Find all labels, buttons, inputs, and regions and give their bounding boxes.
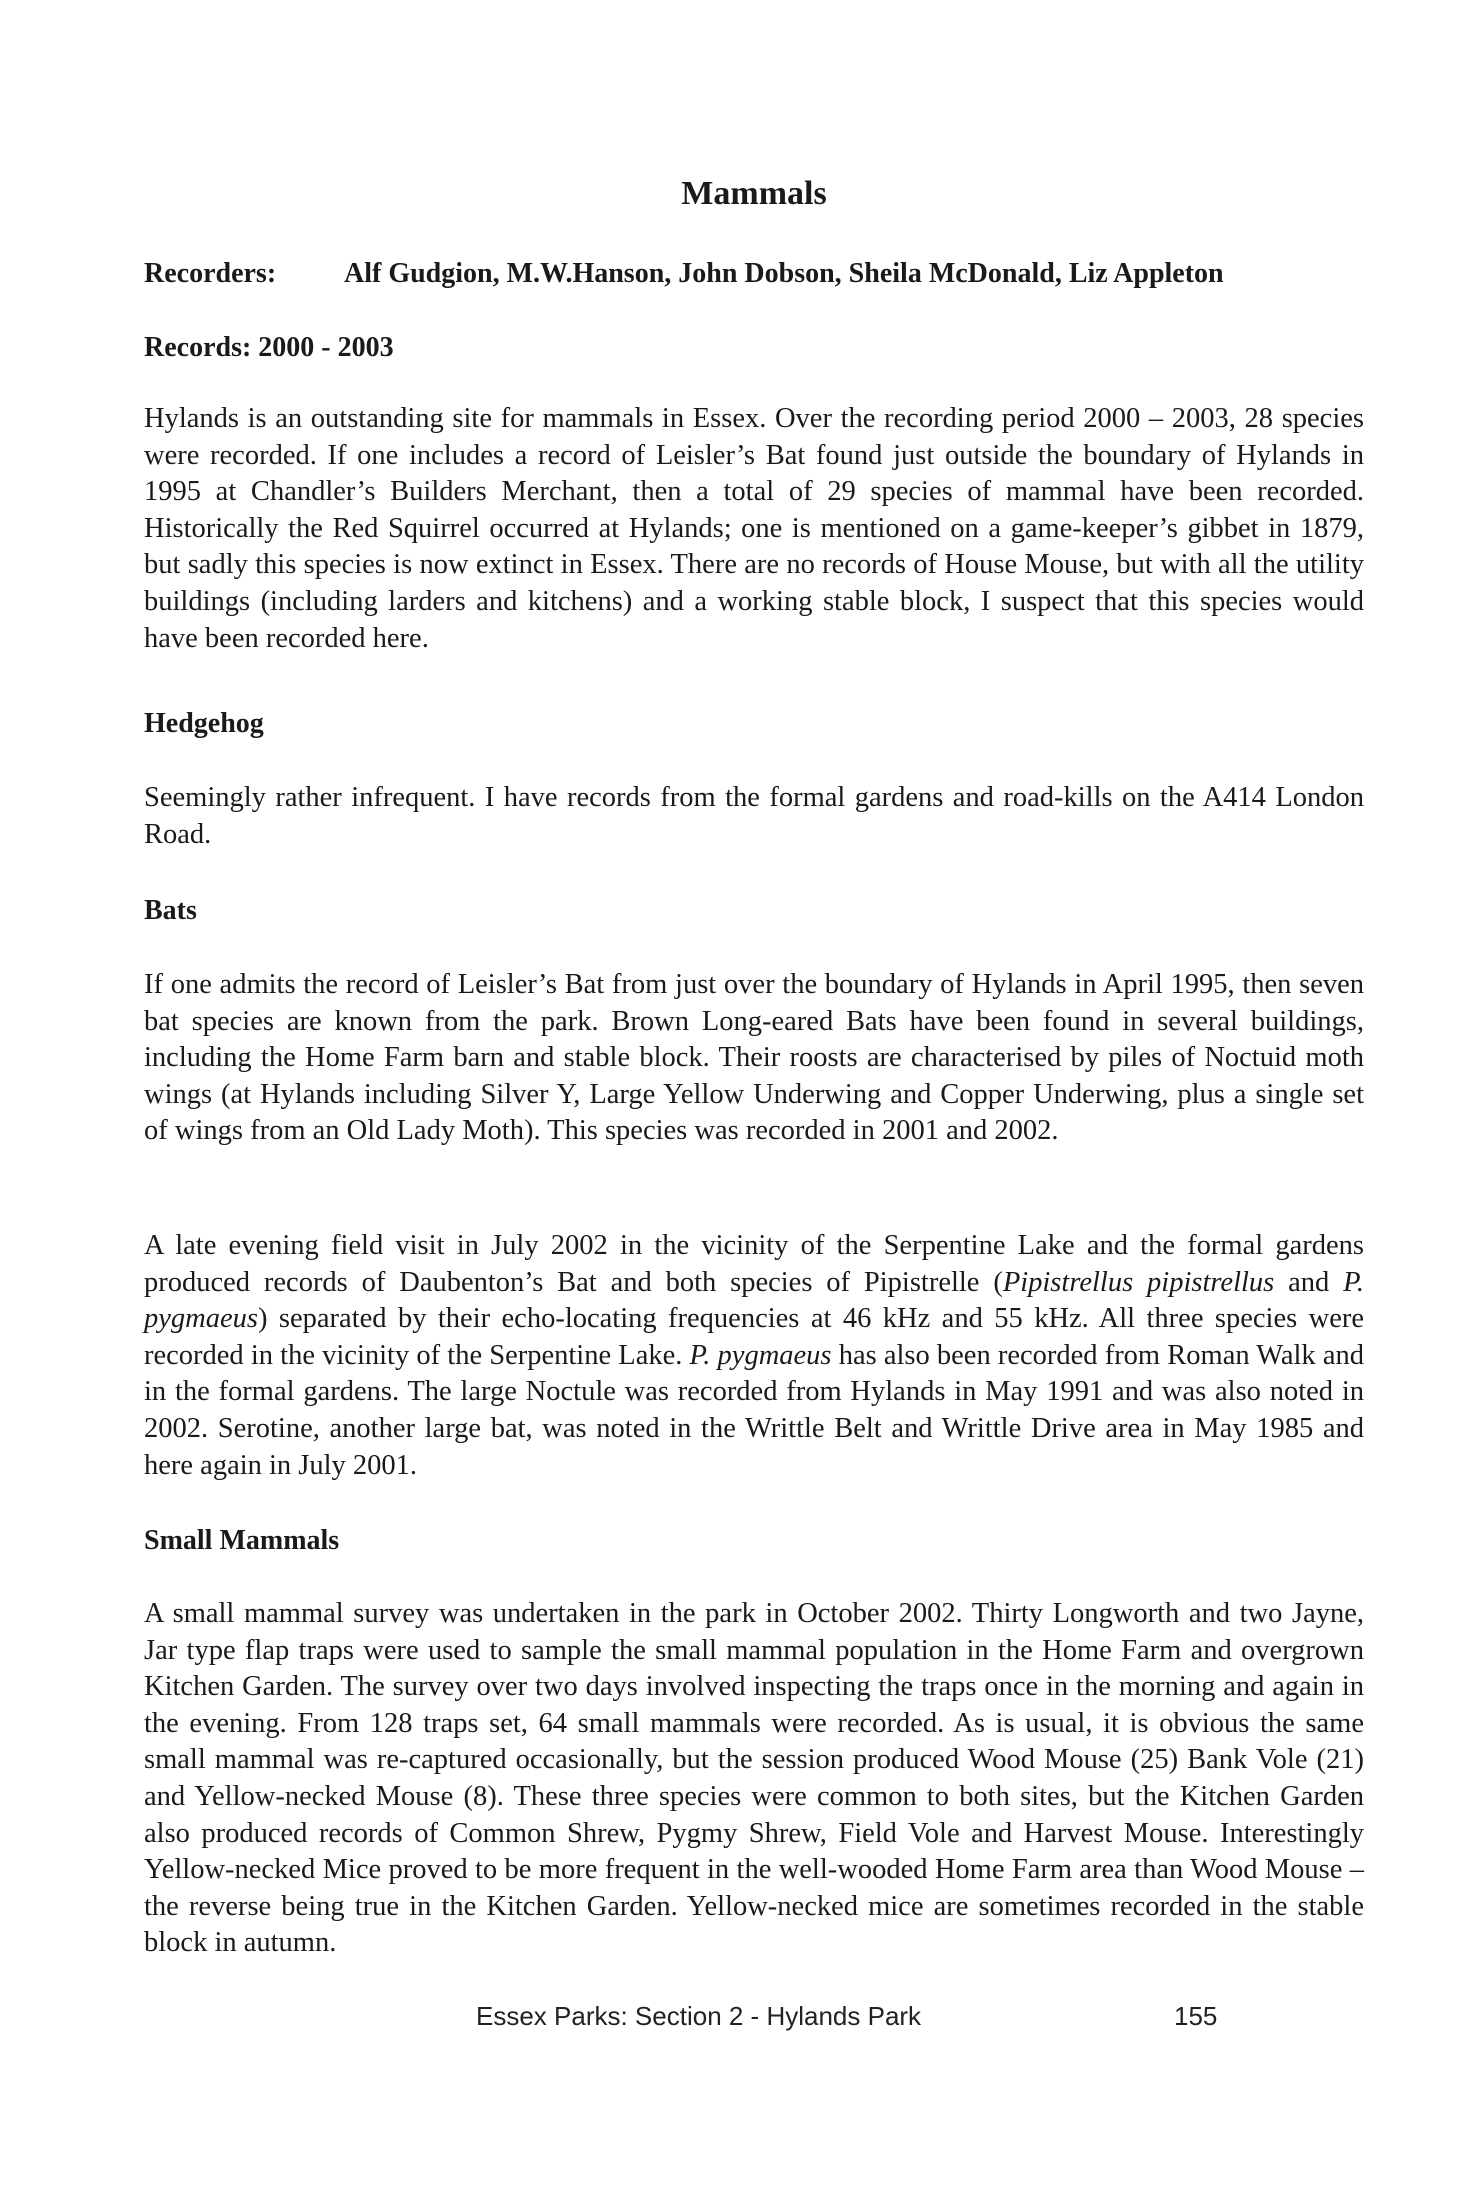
bats-p2-species-2: P. pygmaeus [144,1266,1364,1335]
page-title: Mammals [681,175,827,212]
small-mammals-heading: Small Mammals [144,1525,340,1556]
recorders-line [144,256,1224,292]
bats-paragraph-2 [144,1228,1364,1484]
bats-p2-species-1: Pipistrellus pipistrellus [1002,1266,1275,1298]
intro-paragraph: Hylands is an outstanding site for mammals in Essex. Over the recording period 2000 – 2003, 28 species were recorded. If one includes a record of Leisler’s Bat found just outside the boundary of Hylands in 1995 at Chandler’s Builders Merchant, then a total of 29 species of mammal have been recorded. Historically the Red Squirrel occurred at Hylands; one is mentioned on a game-keeper’s gibbet in 1879, but sadly this species is now extinct in Essex. There are no records of House Mouse, but with all the utility buildings (including larders and kitchens) and a working stable block, I suspect that this species would have been recorded here. [144,403,1364,654]
recorders-names: Alf Gudgion, M.W.Hanson, John Dobson, Sheila McDonald, Liz Appleton [344,258,1224,289]
bats-heading: Bats [144,895,197,926]
recorders-label: Recorders: [144,258,277,289]
bats-p2-text-c: ) separated by their echo-locating frequencies at 46 kHz and 55 kHz. All three species were recorded in the vicinity of the Serpentine Lake. [144,1303,1364,1371]
bats-p2-text-b: and [1274,1266,1344,1298]
hedgehog-paragraph: Seemingly rather infrequent. I have records from the formal gardens and road-kills on the A414 London Road. [144,782,1364,850]
footer-title: Essex Parks: Section 2 - Hylands Park [476,2001,922,2031]
records-period: Records: 2000 - 2003 [144,332,394,363]
small-mammals-paragraph: A small mammal survey was undertaken in the park in October 2002. Thirty Longworth and two Jayne, Jar type flap traps were used to sample the small mammal population in the Home Farm and overgrown Kitchen Garden. The survey over two days involved inspecting the traps once in the morning and again in the evening. From 128 traps set, 64 small mammals were recorded. As is usual, it is obvious the same small mammal was re-captured occasionally, but the session produced Wood Mouse (25) Bank Vole (21) and Yellow-necked Mouse (8). These three species were common to both sites, but the Kitchen Garden also produced records of Common Shrew, Pygmy Shrew, Field Vole and Harvest Mouse. Interestingly Yellow-necked Mice proved to be more frequent in the well-wooded Home Farm area than Wood Mouse – the reverse being true in the Kitchen Garden. Yellow-necked mice are sometimes recorded in the stable block in autumn. [144,1598,1364,1959]
hedgehog-heading: Hedgehog [144,708,264,739]
bats-p2-text-a: A late evening field visit in July 2002 in the vicinity of the Serpentine Lake and the formal gardens produced records of Daubenton’s Bat and both species of Pipistrelle ( [144,1230,1364,1298]
bats-paragraph-1: If one admits the record of Leisler’s Bat from just over the boundary of Hylands in April 1995, then seven bat species are known from the park. Brown Long-eared Bats have been found in several buildings, including the Home Farm barn and stable block. Their roosts are characterised by piles of Noctuid moth wings (at Hylands including Silver Y, Large Yellow Underwing and Copper Underwing, plus a single set of wings from an Old Lady Moth). This species was recorded in 2001 and 2002. [144,969,1364,1147]
bats-p2-species-3: P. pygmaeus [689,1339,832,1371]
page-number: 155 [1174,2001,1218,2031]
bats-p2-text-d: has also been recorded from Roman Walk and in the formal gardens. The large Noctule was recorded from Hylands in May 1991 and was also noted in 2002. Serotine, another large bat, was noted in the Writtle Belt and Writtle Drive area in May 1985 and here again in July 2001. [144,1339,1364,1481]
